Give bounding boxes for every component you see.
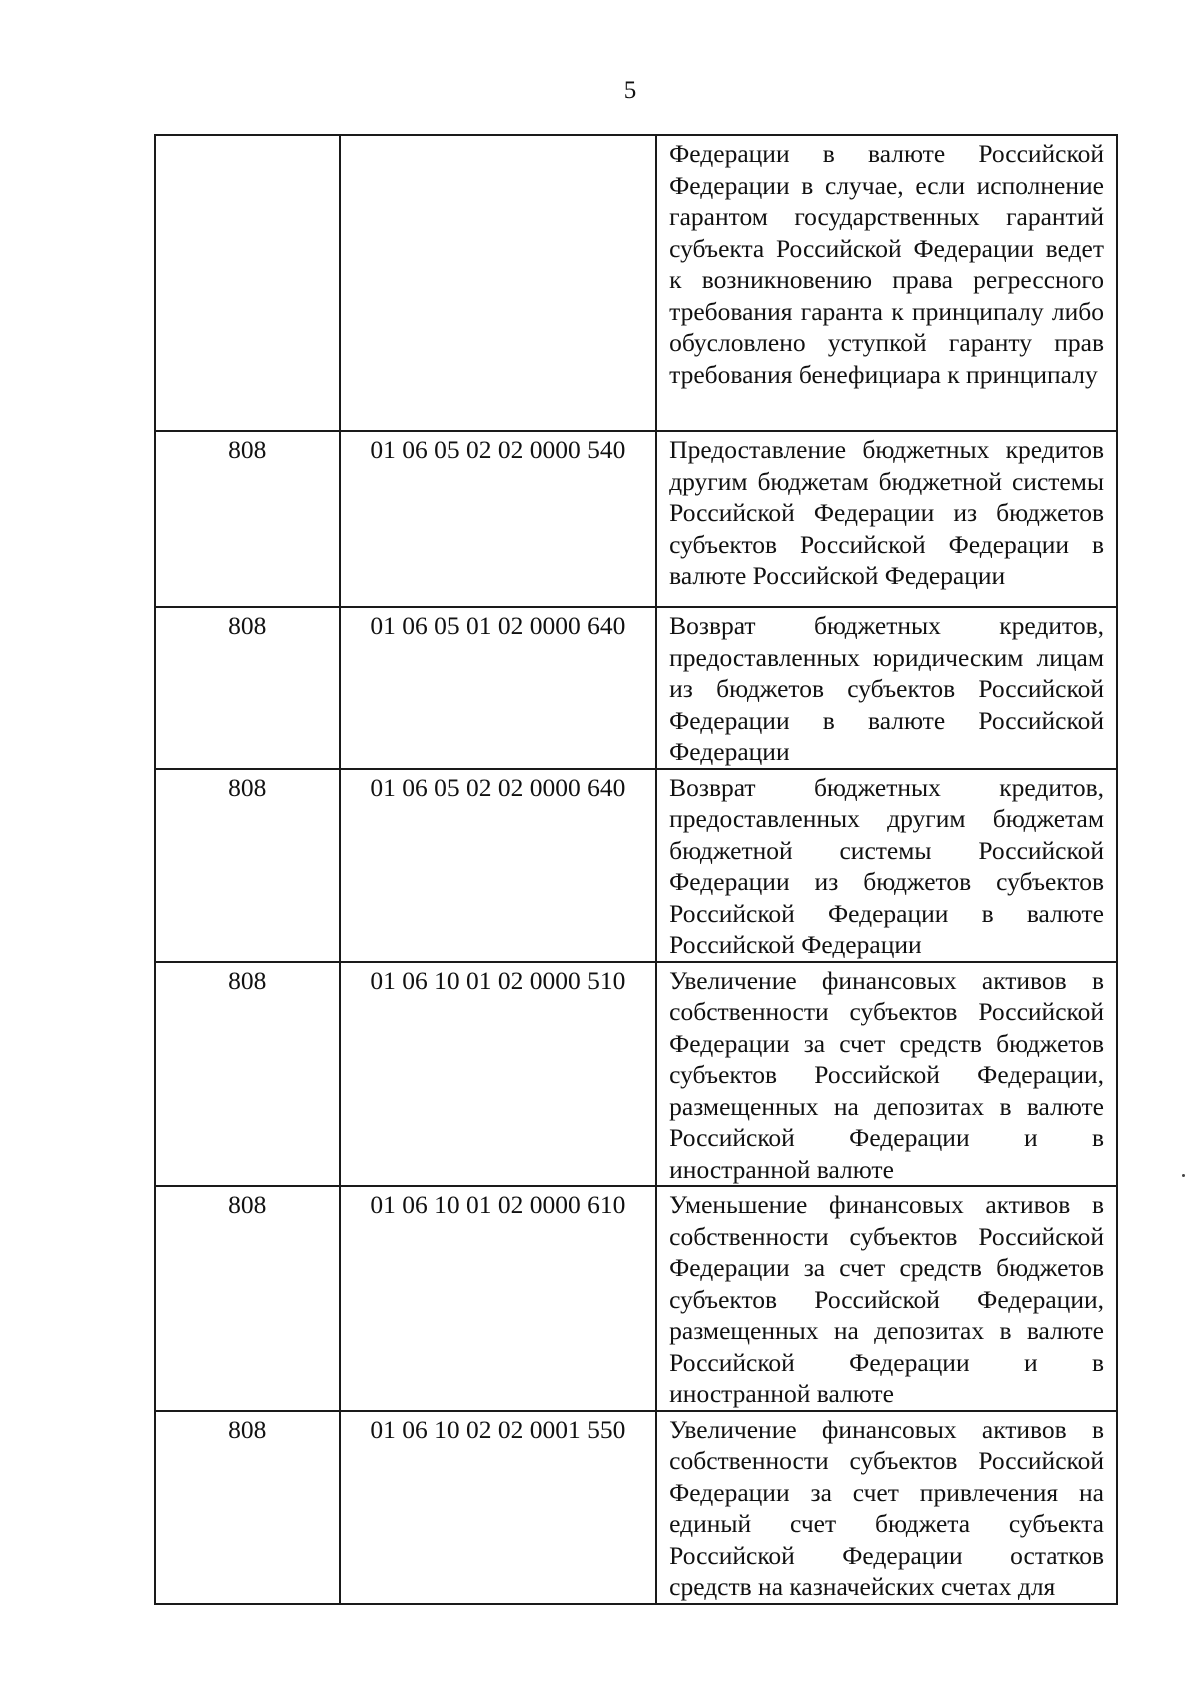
classification-code: 01 06 10 02 02 0001 550	[370, 1414, 626, 1444]
table-row	[155, 962, 1117, 1187]
classification-code: 01 06 05 02 02 0000 540	[370, 435, 626, 464]
description-text: Возврат бюджетных кредитов, предоставленных другим бюджетам бюджетной системы Российской Федерации из бюджетов субъектов Российской Федерации в валюте Российской Федерации	[669, 772, 1104, 959]
admin-code: 808	[228, 1414, 267, 1444]
description-text: Возврат бюджетных кредитов, предоставленных юридическим лицам из бюджетов субъектов Российской Федерации в валюте Российской Федерации	[669, 611, 1104, 766]
description-cell	[656, 1186, 1117, 1411]
admin-code: 808	[228, 772, 267, 802]
classification-code	[341, 136, 656, 138]
classification-code: 01 06 05 01 02 0000 640	[370, 611, 626, 640]
admin-code-cell	[155, 135, 340, 431]
admin-code: 808	[228, 965, 267, 995]
admin-code-cell	[155, 431, 340, 607]
description-text: Увеличение финансовых активов в собственности субъектов Российской Федерации за счет привлечения на единый счет бюджета субъекта Российской Федерации остатков средств на казначейских счетах для	[669, 1414, 1104, 1601]
description-cell	[656, 769, 1117, 962]
description-cell	[656, 431, 1117, 607]
budget-codes-table	[154, 134, 1118, 1605]
admin-code-cell	[155, 1186, 340, 1411]
classification-code-cell	[340, 962, 657, 1187]
table-row	[155, 769, 1117, 962]
classification-code-cell	[340, 1411, 657, 1604]
admin-code-cell	[155, 607, 340, 769]
description-text: Федерации в валюте Российской Федерации в случае, если исполнение гарантом государственных гарантий субъекта Российской Федерации ведет к возникновению права регрессного требования гаранта к принципалу либо обусловлено уступкой гаранту прав требования бенефициара к принципалу	[669, 139, 1104, 389]
admin-code-cell	[155, 962, 340, 1187]
table-row	[155, 431, 1117, 607]
classification-code: 01 06 10 01 02 0000 610	[370, 1190, 626, 1219]
table-row	[155, 607, 1117, 769]
admin-code	[156, 136, 339, 138]
table-row	[155, 135, 1117, 431]
description-cell	[656, 1411, 1117, 1604]
description-cell	[656, 135, 1117, 431]
admin-code-cell	[155, 769, 340, 962]
classification-code-cell	[340, 1186, 657, 1411]
admin-code: 808	[228, 611, 267, 640]
description-text: Увеличение финансовых активов в собственности субъектов Российской Федерации за счет средств бюджетов субъектов Российской Федерации, размещенных на депозитах в валюте Российской Федерации и в иностранной валюте	[669, 965, 1104, 1184]
admin-code: 808	[228, 435, 267, 464]
description-cell	[656, 607, 1117, 769]
classification-code: 01 06 10 01 02 0000 510	[370, 965, 626, 995]
admin-code: 808	[228, 1190, 267, 1219]
table-row	[155, 1186, 1117, 1411]
table-row	[155, 1411, 1117, 1604]
classification-code-cell	[340, 135, 657, 431]
scan-speck	[1182, 1174, 1185, 1177]
description-text: Предоставление бюджетных кредитов другим бюджетам бюджетной системы Российской Федерации из бюджетов субъектов Российской Федерации в валюте Российской Федерации	[669, 435, 1104, 590]
description-text: Уменьшение финансовых активов в собственности субъектов Российской Федерации за счет средств бюджетов субъектов Российской Федерации, размещенных на депозитах в валюте Российской Федерации и в иностранной валюте	[669, 1190, 1104, 1408]
admin-code-cell	[155, 1411, 340, 1604]
classification-code-cell	[340, 431, 657, 607]
classification-code: 01 06 05 02 02 0000 640	[370, 772, 626, 802]
page-number: 5	[623, 77, 637, 104]
description-cell	[656, 962, 1117, 1187]
classification-code-cell	[340, 607, 657, 769]
classification-code-cell	[340, 769, 657, 962]
